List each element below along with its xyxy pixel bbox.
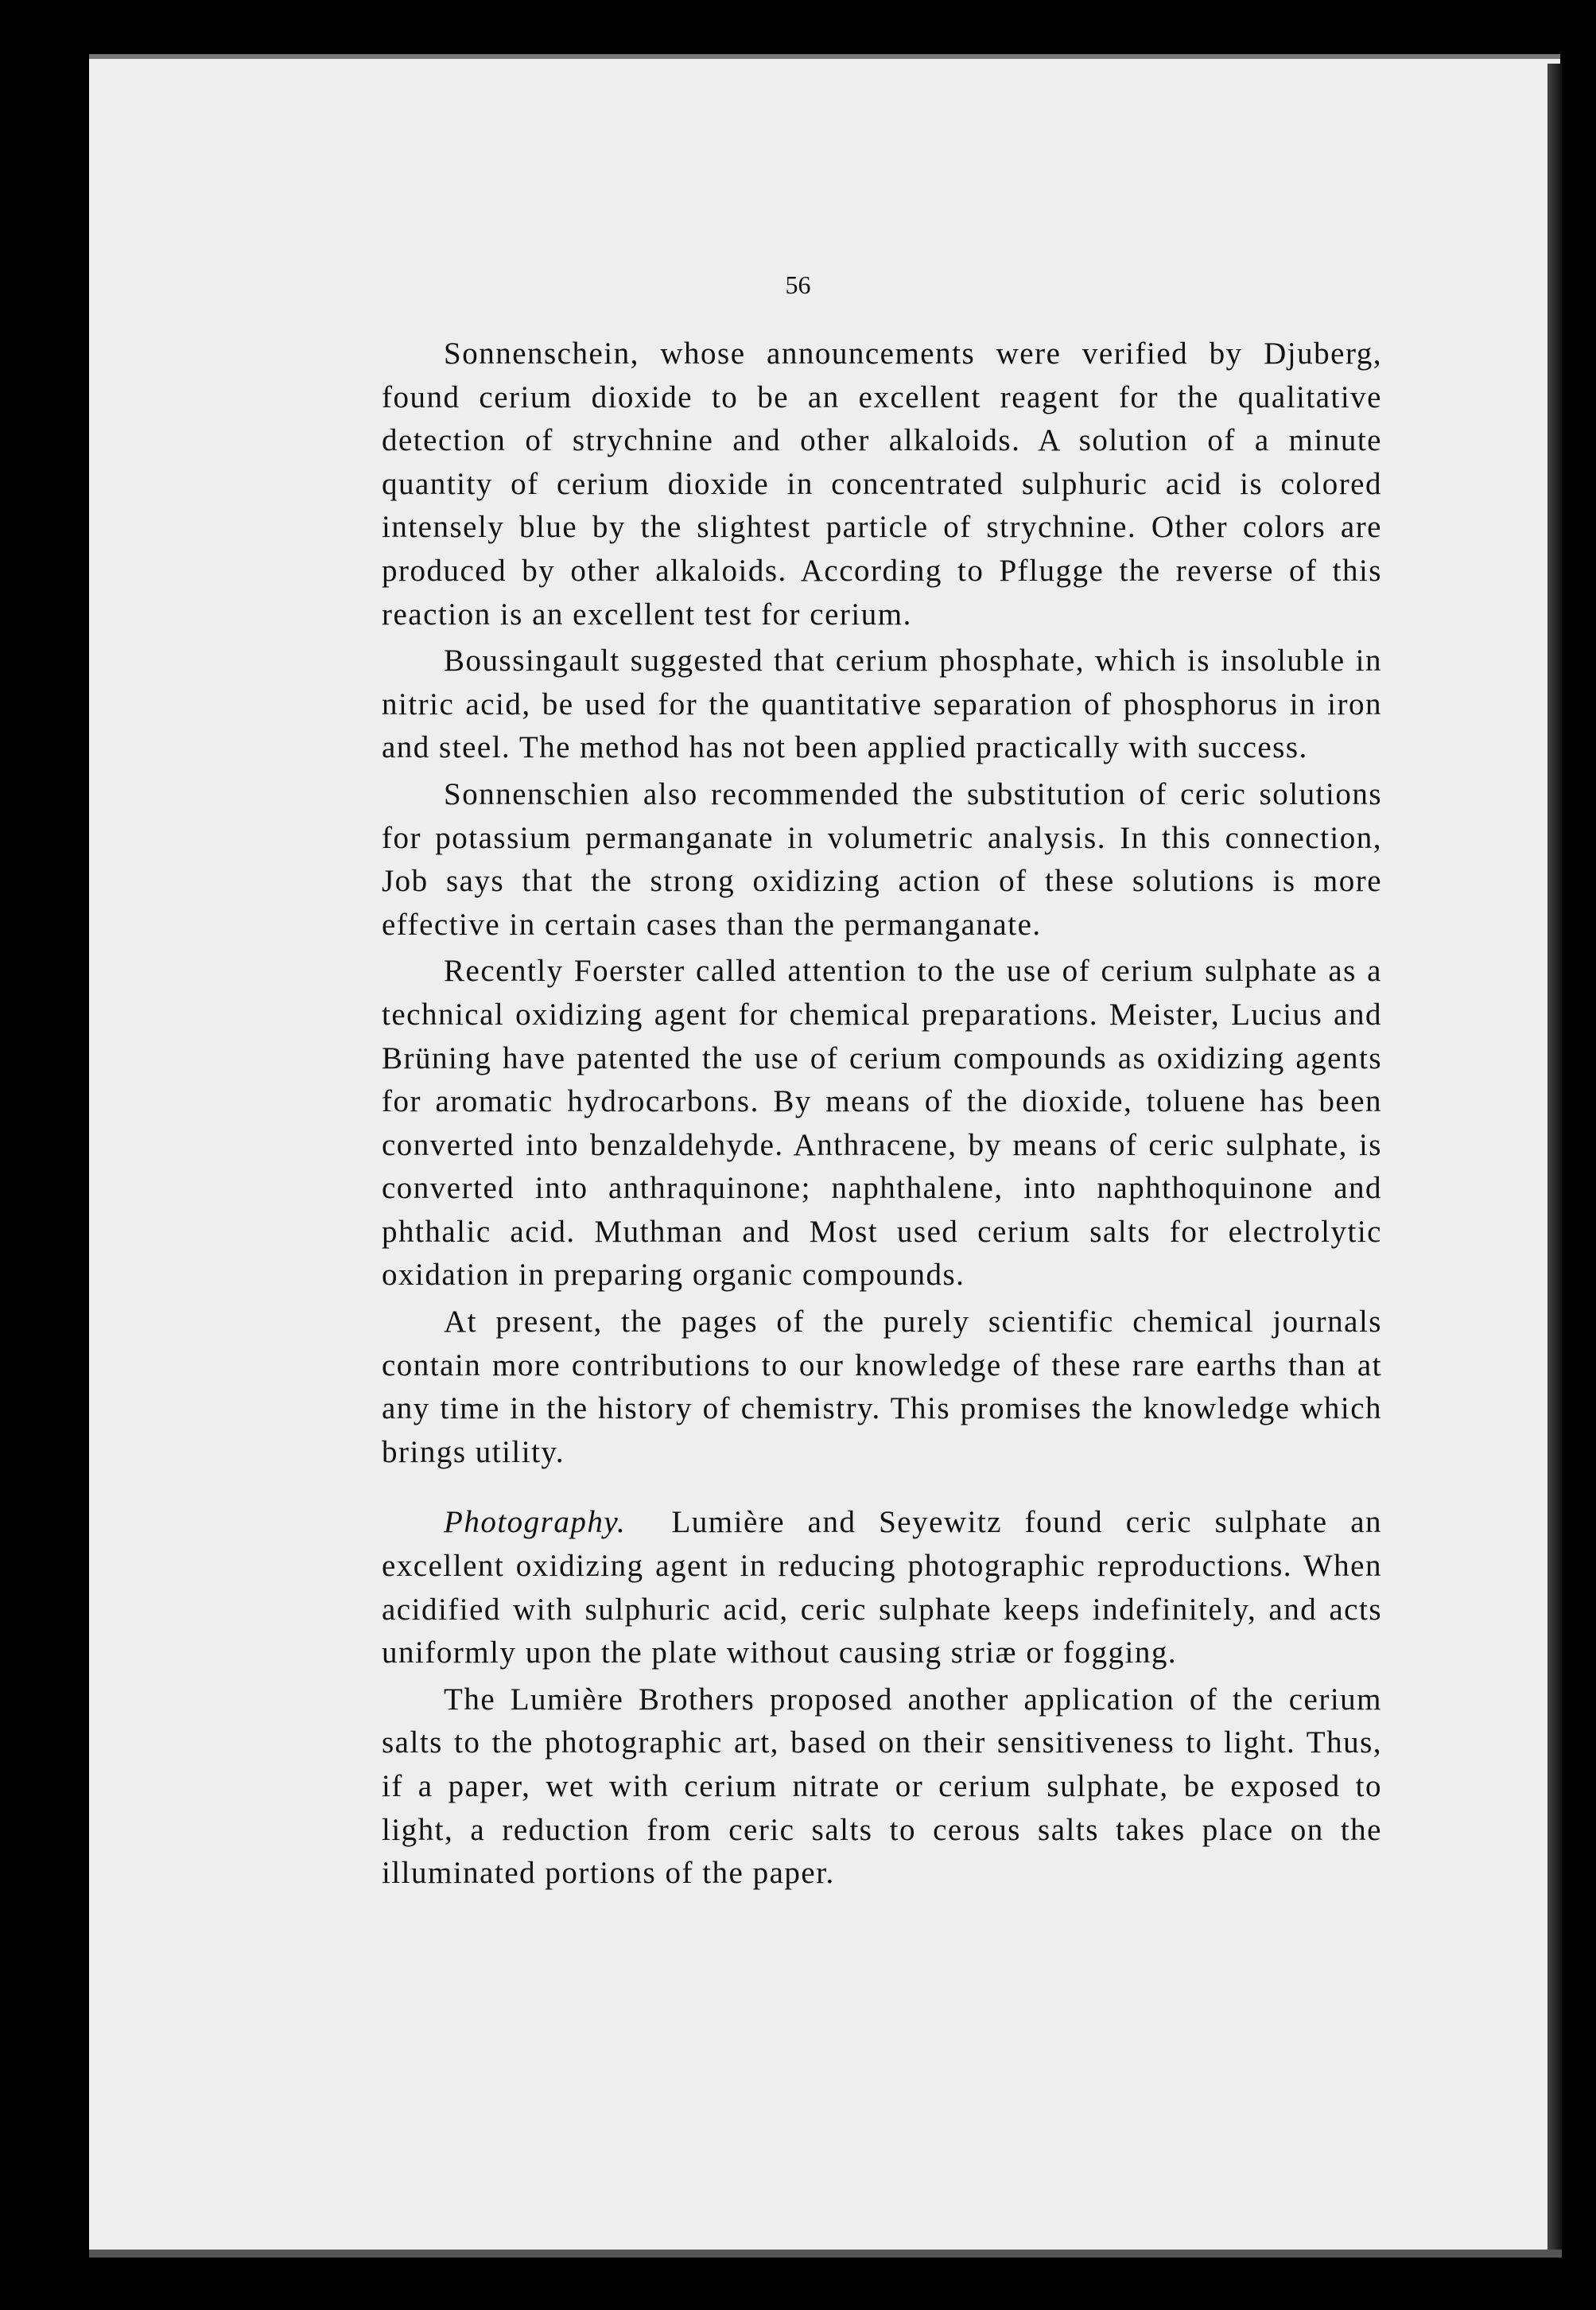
paragraph-present-research: At present, the pages of the purely scientific chemical journals contain more contributions to our knowledge of these rare earths than at any time in the history of chemistry. This promises the knowledge which brings utility.	[382, 1305, 1382, 1469]
paragraph-oxidizing-agents: Recently Foerster called attention to the use of cerium sulphate as a technical oxidizing agent for chemical preparations. Meister, Lucius and Brüning have patented the use of cerium compounds as oxidizing agents for aromatic hydrocarbons. By means of the dioxide, toluene has been converted into benzaldehyde. Anthracene, by means of ceric sulphate, is converted into anthraquinone; naphthalene, into naphthoquinone and phthalic acid. Muthman and Most used cerium salts for electrolytic oxidation in preparing organic compounds.	[382, 954, 1382, 1293]
paragraph-boussingault: Boussingault suggested that cerium phosphate, which is insoluble in nitric acid, be used for the quantitative separation of phosphorus in iron and steel. The method has not been applied practically with success.	[382, 644, 1382, 765]
paragraph-photography-1	[382, 1501, 1382, 1674]
body-text	[382, 332, 1382, 1897]
photography-text-1: Lumière and Seyewitz found ceric sulphate an excellent oxidizing agent in reducing photographic reproductions. When acidified with sulphuric acid, ceric sulphate keeps indefinitely, and acts uniformly upon the plate without causing striæ or fogging.	[382, 1505, 1382, 1670]
paragraph-volumetric-analysis: Sonnenschien also recommended the substitution of ceric solutions for potassium permanganate in volumetric analysis. In this connection, Job says that the strong oxidizing action of these solutions is more effective in certain cases than the permanganate.	[382, 776, 1382, 942]
bottom-edge-shadow	[89, 2250, 1562, 2258]
top-edge-rule	[89, 54, 1560, 59]
paragraph-photography-2: The Lumière Brothers proposed another application of the cerium salts to the photographic art, based on their sensitiveness to light. Thus, if a paper, wet with cerium nitrate or cerium sulphate, be exposed to light, a reduction from ceric salts to cerous salts takes place on the illuminated portions of the paper.	[382, 1682, 1382, 1891]
right-edge-shadow	[1547, 64, 1562, 2253]
paragraph-sonnenschein-strychnine: Sonnenschein, whose announcements were verified by Djuberg, found cerium dioxide to be an excellent reagent for the qualitative detection of strychnine and other alkaloids. A solution of a minute quantity of cerium dioxide in concentrated sulphuric acid is colored intensely blue by the slightest particle of strychnine. Other colors are produced by other alkaloids. According to Pflugge the reverse of this reaction is an excellent test for cerium.	[382, 336, 1382, 632]
page-number: 56	[785, 270, 811, 299]
section-heading-photography: Photography.	[444, 1505, 627, 1540]
